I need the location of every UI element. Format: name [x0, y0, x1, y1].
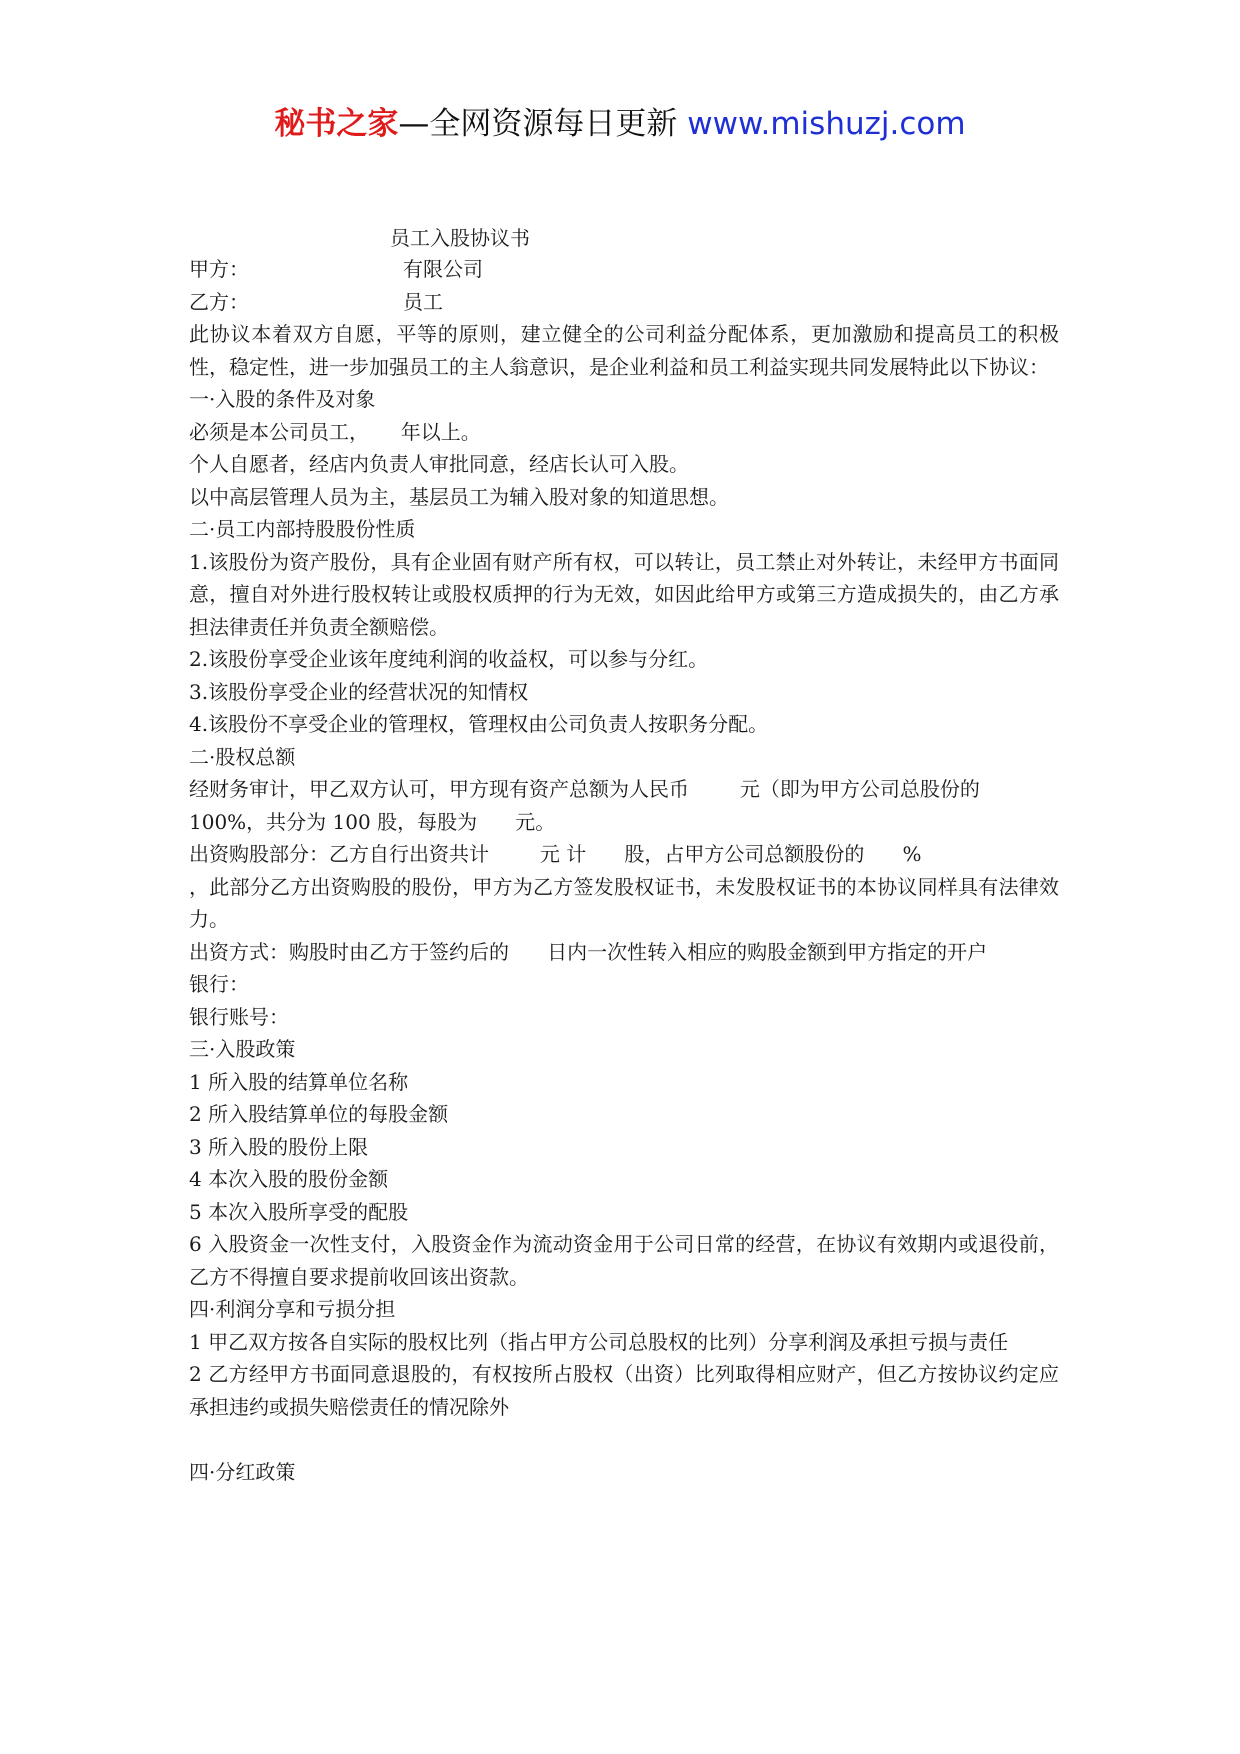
payment-line-2: 银行： [189, 972, 249, 996]
purchase-line: 出资购股部分：乙方自行出资共计 元 计 股，占甲方公司总额股份的 % [189, 842, 922, 866]
section-heading: 四·分红政策 [189, 1459, 296, 1484]
list-item: 3 所入股的股份上限 [189, 1134, 369, 1159]
document-body [189, 253, 1059, 1488]
certificate-paragraph: ，此部分乙方出资购股的股份，甲方为乙方签发股权证书，未发股权证书的本协议同样具有法律效力。 [189, 874, 1059, 931]
site-banner [0, 104, 1240, 144]
list-item: 1 所入股的结算单位名称 [189, 1069, 409, 1094]
document-title: 员工入股协议书 [390, 226, 530, 250]
banner-url-link[interactable]: www.mishuzj.com [687, 106, 966, 142]
list-item: 2 乙方经甲方书面同意退股的，有权按所占股权（出资）比列取得相应财产，但乙方按协议约定应承担违约或损失赔偿责任的情况除外 [189, 1362, 1059, 1419]
assets-line-1: 经财务审计，甲乙双方认可，甲方现有资产总额为人民币 元（即为甲方公司总股份的 [189, 777, 980, 801]
party-b-value: 员工 [403, 289, 443, 314]
section-heading: 一·入股的条件及对象 [189, 387, 376, 411]
banner-brand: 秘书之家 [274, 106, 399, 142]
list-item: 3.该股份享受企业的经营状况的知情权 [189, 679, 529, 704]
party-a-value: 有限公司 [403, 257, 483, 281]
list-item: 4.该股份不享受企业的管理权，管理权由公司负责人按职务分配。 [189, 712, 769, 736]
list-item: 以中高层管理人员为主，基层员工为辅入股对象的知道思想。 [189, 484, 729, 509]
list-item: 6 入股资金一次性支付，入股资金作为流动资金用于公司日常的经营，在协议有效期内或退役前，乙方不得擅自要求提前收回该出资款。 [189, 1232, 1059, 1289]
blank-line [189, 1423, 1059, 1456]
list-item: 1 甲乙双方按各自实际的股权比列（指占甲方公司总股权的比列）分享利润及承担亏损与责任 [189, 1329, 1009, 1354]
payment-line-1: 出资方式：购股时由乙方于签约后的 日内一次性转入相应的购股金额到甲方指定的开户 [189, 939, 988, 964]
section-heading: 四·利润分享和亏损分担 [189, 1297, 396, 1321]
bank-account-line: 银行账号： [189, 1004, 289, 1029]
section-heading: 三·入股政策 [189, 1037, 296, 1061]
list-item: 1.该股份为资产股份，具有企业固有财产所有权，可以转让，员工禁止对外转让，未经甲方书面同意，擅自对外进行股权转让或股权质押的行为无效，如因此给甲方或第三方造成损失的，由乙方承担法律责任并负责全额赔偿。 [189, 549, 1059, 639]
section-heading: 二·员工内部持股股份性质 [189, 517, 416, 541]
party-a-label: 甲方： [189, 257, 249, 281]
party-b-label: 乙方： [189, 289, 249, 314]
list-item: 4 本次入股的股份金额 [189, 1167, 389, 1191]
intro-paragraph: 此协议本着双方自愿，平等的原则，建立健全的公司利益分配体系，更加激励和提高员工的积极性，稳定性，进一步加强员工的主人翁意识，是企业利益和员工利益实现共同发展特此以下协议： [189, 322, 1059, 379]
party-a-row [189, 253, 1059, 286]
party-b-row [189, 286, 1059, 319]
assets-line-2: 100%，共分为 100 股，每股为 元。 [189, 809, 556, 834]
list-item: 个人自愿者，经店内负责人审批同意，经店长认可入股。 [189, 452, 689, 476]
list-item: 必须是本公司员工， 年以上。 [189, 419, 481, 444]
list-item: 2.该股份享受企业该年度纯利润的收益权，可以参与分红。 [189, 647, 709, 671]
banner-tagline: —全网资源每日更新 [398, 106, 678, 142]
section-heading: 二·股权总额 [189, 744, 296, 769]
list-item: 2 所入股结算单位的每股金额 [189, 1102, 449, 1126]
list-item: 5 本次入股所享受的配股 [189, 1199, 409, 1224]
